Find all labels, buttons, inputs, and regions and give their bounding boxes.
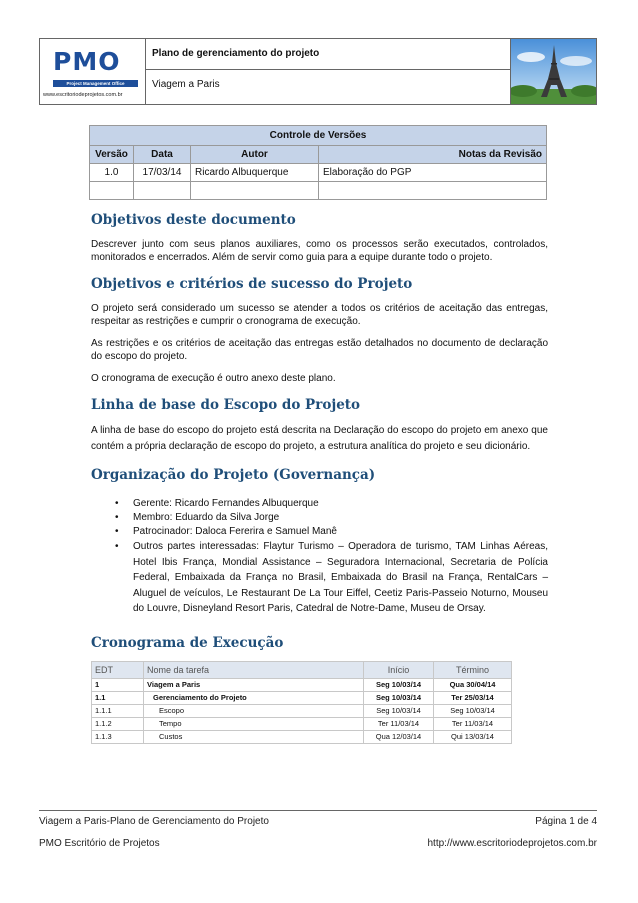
footer-document-name: Viagem a Paris-Plano de Gerenciamento do Projeto — [39, 816, 269, 827]
footer-divider — [39, 810, 597, 811]
table-cell: 1.1.1 — [92, 704, 144, 717]
table-cell: Seg 10/03/14 — [364, 704, 434, 717]
paragraph: O projeto será considerado um sucesso se atender a todos os critérios de aceitação das entregas, respeitar as restrições e cumprir o cronograma de execução. — [91, 303, 548, 327]
table-cell: Qua 30/04/14 — [434, 678, 512, 691]
col-header: Notas da Revisão — [319, 146, 547, 164]
footer-row-1 — [39, 816, 597, 827]
document-body — [91, 212, 548, 756]
table-cell: 17/03/14 — [134, 164, 191, 182]
table-row — [92, 678, 512, 691]
table-cell: Qui 13/03/14 — [434, 730, 512, 743]
table-cell: Viagem a Paris — [144, 678, 364, 691]
col-header: Nome da tarefa — [144, 661, 364, 678]
paragraph: A linha de base do escopo do projeto está descrita na Declaração do escopo do projeto em anexo que contém a própria declaração de escopo do projeto, a estrutura analítica do projeto e seu dicionário. — [91, 425, 548, 452]
list-item: • Patrocinador: Daloca Fererira e Samuel Manê — [111, 525, 548, 539]
paragraph: As restrições e os critérios de aceitação das entregas estão detalhados no documento de declaração do escopo do projeto. — [91, 338, 548, 362]
document-title: Plano de gerenciamento do projeto — [146, 39, 510, 70]
pmo-logo — [40, 39, 146, 104]
col-header: Autor — [191, 146, 319, 164]
table-row — [90, 182, 547, 200]
table-cell: Seg 10/03/14 — [364, 691, 434, 704]
schedule-table — [91, 661, 512, 744]
page-header — [39, 38, 597, 105]
stakeholder-list — [111, 497, 548, 617]
logo-url: www.escritoriodeprojetos.com.br — [43, 92, 123, 98]
logo-text: PMO — [53, 47, 121, 76]
table-row — [92, 717, 512, 730]
table-row — [90, 164, 547, 182]
paragraph: Descrever junto com seus planos auxiliares, como os processos serão executados, controlados, monitorados e encerrados. Além de servir como guia para a equipe durante todo o projeto. — [91, 239, 548, 263]
table-cell: Elaboração do PGP — [319, 164, 547, 182]
section-escopo — [91, 397, 548, 455]
col-header: Início — [364, 661, 434, 678]
table-cell — [191, 182, 319, 200]
table-cell — [134, 182, 191, 200]
section-heading: Objetivos e critérios de sucesso do Projeto — [91, 276, 413, 292]
table-cell: Seg 10/03/14 — [434, 704, 512, 717]
table-cell: Ricardo Albuquerque — [191, 164, 319, 182]
table-cell: Custos — [144, 730, 364, 743]
table-cell: Escopo — [144, 704, 364, 717]
section-organizacao — [91, 467, 548, 617]
section-heading: Organização do Projeto (Governança) — [91, 467, 376, 483]
table-cell: Gerenciamento do Projeto — [144, 691, 364, 704]
col-header: Versão — [90, 146, 134, 164]
table-cell: Ter 11/03/14 — [364, 717, 434, 730]
table-row — [92, 691, 512, 704]
table-cell: 1.0 — [90, 164, 134, 182]
table-cell: Ter 11/03/14 — [434, 717, 512, 730]
table-cell: Seg 10/03/14 — [364, 678, 434, 691]
section-heading: Objetivos deste documento — [91, 212, 296, 228]
footer-page-number: Página 1 de 4 — [535, 816, 597, 827]
table-row — [92, 704, 512, 717]
paragraph: O cronograma de execução é outro anexo deste plano. — [91, 373, 336, 384]
table-cell: Ter 25/03/14 — [434, 691, 512, 704]
table-cell — [319, 182, 547, 200]
version-control-table — [89, 125, 547, 200]
list-item: • Outros partes interessadas: Flaytur Turismo – Operadora de turismo, TAM Linhas Aéreas, Hotel Ibis França, Mondial Assistance – Seguradora Internacional, Secretaria de Polícia Federal, Embaixada da França no Brasil, Embaixada do Brasil na França, RentalCars – Aluguel de veículos, Le Restaurant De La Tour Eiffel, Ceetiz Paris-Passeio Noturno, Mouseu do Louvre, Disneyland Resort Paris, Catedral de Notre-Dame, Museu de Orsay. — [111, 539, 548, 617]
table-cell: 1.1 — [92, 691, 144, 704]
list-item: • Membro: Eduardo da Silva Jorge — [111, 511, 548, 525]
table-row — [92, 730, 512, 743]
footer-organization: PMO Escritório de Projetos — [39, 838, 160, 849]
col-header: EDT — [92, 661, 144, 678]
table-cell: Qua 12/03/14 — [364, 730, 434, 743]
col-header: Data — [134, 146, 191, 164]
section-criterios — [91, 276, 548, 385]
col-header: Término — [434, 661, 512, 678]
section-cronograma — [91, 635, 548, 744]
project-name: Viagem a Paris — [152, 79, 220, 90]
footer-row-2 — [39, 838, 597, 849]
eiffel-tower-image — [510, 39, 596, 104]
table-cell: 1.1.2 — [92, 717, 144, 730]
version-table-caption: Controle de Versões — [90, 126, 547, 146]
footer-website-link[interactable]: http://www.escritoriodeprojetos.com.br — [427, 838, 597, 849]
section-objetivos — [91, 212, 548, 264]
table-cell — [90, 182, 134, 200]
section-heading: Cronograma de Execução — [91, 634, 284, 651]
section-heading: Linha de base do Escopo do Projeto — [91, 397, 361, 413]
table-cell: Tempo — [144, 717, 364, 730]
list-item: • Gerente: Ricardo Fernandes Albuquerque — [111, 497, 548, 511]
logo-bar: Project Management Office — [53, 80, 138, 87]
table-cell: 1 — [92, 678, 144, 691]
table-cell: 1.1.3 — [92, 730, 144, 743]
